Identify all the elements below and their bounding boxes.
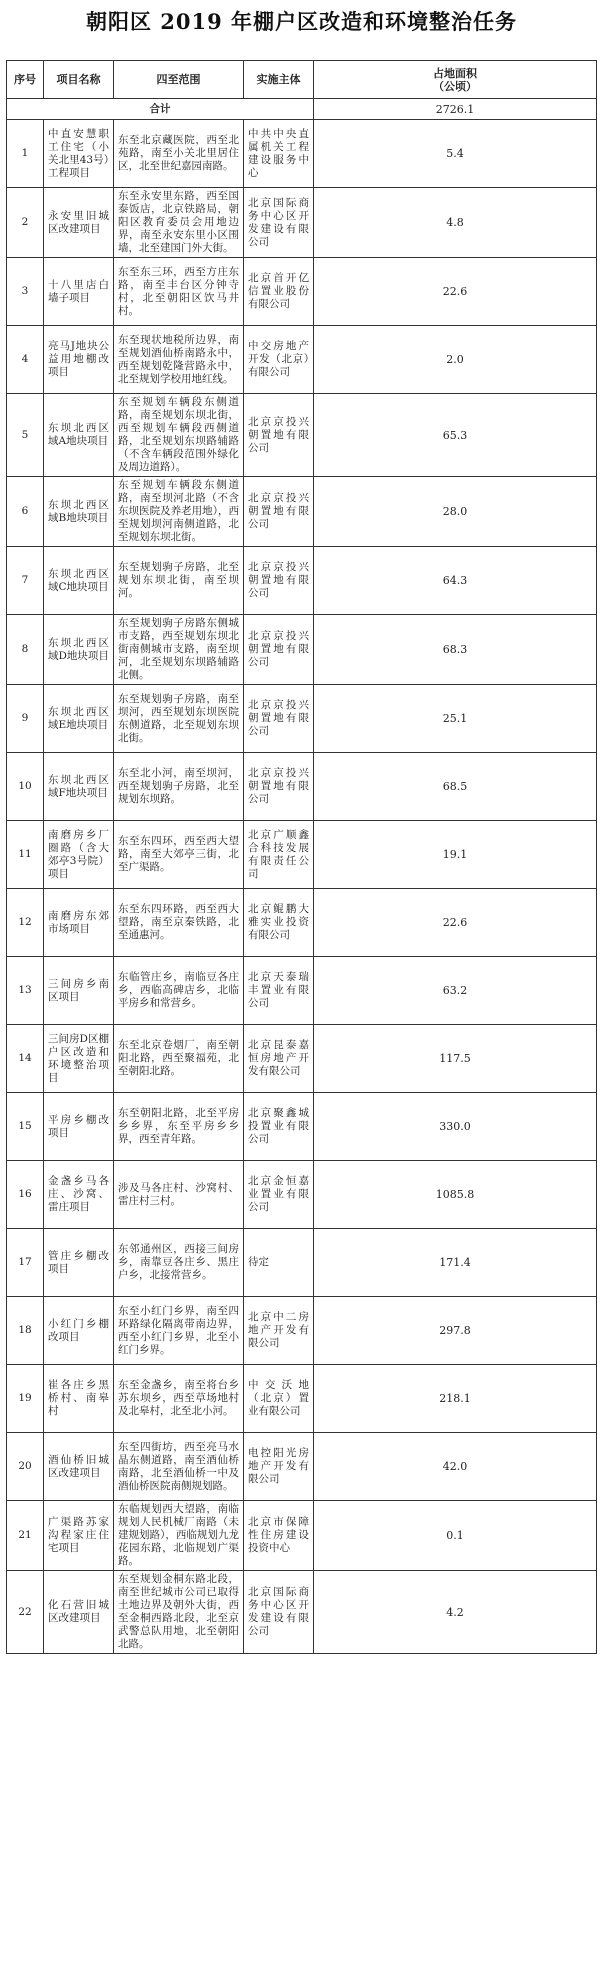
row-range: 东临规划西大望路，南临规划人民机械厂南路（未建规划路），西临规划九龙花园东路，北临规划广渠路。 [114,1501,244,1571]
row-project-name: 南磨房东郊市场项目 [44,889,114,957]
row-owner: 北京中二房地产开发有限公司 [244,1297,314,1365]
row-range: 东邻通州区，西接三间房乡，南靠豆各庄乡、黑庄户乡，北接常营乡。 [114,1229,244,1297]
header-area: 占地面积 （公顷） [314,61,597,99]
row-range: 东至规划驹子房路，南至坝河，西至规划东坝医院东侧道路，北至规划东坝北街。 [114,685,244,753]
row-index: 18 [7,1297,44,1365]
row-owner: 北京金恒嘉业置业有限公司 [244,1161,314,1229]
row-index: 9 [7,685,44,753]
row-range: 东至规划车辆段东侧道路，南至坝河北路（不含东坝医院及养老用地），西至规划坝河南侧道路，北至规划东坝北街。 [114,477,244,547]
task-table [6,60,597,1654]
row-index: 4 [7,326,44,394]
row-project-name: 亮马J地块公益用地棚改项目 [44,326,114,394]
row-range: 东至小红门乡界，南至四环路绿化隔离带南边界，西至小红门乡界，北至小红门乡界。 [114,1297,244,1365]
row-owner: 北京国际商务中心区开发建设有限公司 [244,188,314,258]
table-row [7,120,597,188]
row-area: 4.2 [314,1571,597,1654]
row-project-name: 东坝北西区域A地块项目 [44,394,114,477]
row-owner: 北京京投兴朝置地有限公司 [244,547,314,615]
row-project-name: 东坝北西区域B地块项目 [44,477,114,547]
row-owner: 北京聚鑫城投置业有限公司 [244,1093,314,1161]
row-range: 东至东四环路，西至西大望路，南至京秦铁路，北至通惠河。 [114,889,244,957]
row-project-name: 三间房乡南区项目 [44,957,114,1025]
table-row [7,1365,597,1433]
table-row [7,1501,597,1571]
row-index: 20 [7,1433,44,1501]
row-project-name: 化石营旧城区改建项目 [44,1571,114,1654]
row-owner: 北京国际商务中心区开发建设有限公司 [244,1571,314,1654]
row-range: 东至北小河，南至坝河，西至规划驹子房路，北至规划东坝路。 [114,753,244,821]
table-row [7,685,597,753]
row-area: 63.2 [314,957,597,1025]
table-row [7,1433,597,1501]
row-area: 68.5 [314,753,597,821]
row-index: 5 [7,394,44,477]
row-project-name: 永安里旧城区改建项目 [44,188,114,258]
row-range: 东至东四环，西至西大望路，南至大郊亭三街，北至广渠路。 [114,821,244,889]
page-title: 朝阳区 2019 年棚户区改造和环境整治任务 [85,9,518,34]
row-area: 5.4 [314,120,597,188]
table-row [7,188,597,258]
table-row [7,1025,597,1093]
row-index: 11 [7,821,44,889]
row-index: 1 [7,120,44,188]
row-index: 8 [7,615,44,685]
row-area: 1085.8 [314,1161,597,1229]
row-project-name: 金盏乡马各庄、沙窝、雷庄项目 [44,1161,114,1229]
header-owner: 实施主体 [244,61,314,99]
row-range: 东至规划金桐东路北段，南至世纪城市公司已取得土地边界及朝外大街，西至金桐西路北段，北至京武警总队用地，北至朝阳北路。 [114,1571,244,1654]
row-range: 东至北京藏医院，西至北苑路，南至小关北里居住区，北至世纪嘉园南路。 [114,120,244,188]
table-row [7,1161,597,1229]
row-area: 330.0 [314,1093,597,1161]
row-area: 0.1 [314,1501,597,1571]
table-row [7,1571,597,1654]
row-range: 东至朝阳北路，北至平房乡乡界，东至平房乡乡界，西至青年路。 [114,1093,244,1161]
table-row [7,821,597,889]
row-owner: 北京鲲鹏大雅实业投资有限公司 [244,889,314,957]
row-range: 涉及马各庄村、沙窝村、雷庄村三村。 [114,1161,244,1229]
row-owner: 中交房地产开发（北京）有限公司 [244,326,314,394]
row-index: 10 [7,753,44,821]
row-area: 4.8 [314,188,597,258]
row-range: 东至永安里东路，西至国泰饭店，北京铁路局，朝阳区教育委员会用地边界，南至永安东里小区围墙，北至建国门外大街。 [114,188,244,258]
row-index: 19 [7,1365,44,1433]
row-index: 12 [7,889,44,957]
row-index: 7 [7,547,44,615]
row-owner: 北京京投兴朝置地有限公司 [244,685,314,753]
row-project-name: 平房乡棚改项目 [44,1093,114,1161]
row-project-name: 管庄乡棚改项目 [44,1229,114,1297]
table-header-row [7,61,597,99]
row-project-name: 东坝北西区域C地块项目 [44,547,114,615]
row-area: 28.0 [314,477,597,547]
table-row [7,1229,597,1297]
row-owner: 北京京投兴朝置地有限公司 [244,615,314,685]
row-index: 15 [7,1093,44,1161]
total-label: 合计 [7,99,314,120]
row-range: 东至北京卷烟厂，南至朝阳北路，西至聚福苑，北至朝阳北路。 [114,1025,244,1093]
row-index: 6 [7,477,44,547]
row-area: 68.3 [314,615,597,685]
row-range: 东至东三环，西至方庄东路，南至丰台区分钟寺村，北至朝阳区饮马井村。 [114,258,244,326]
row-owner: 中交沃地（北京）置业有限公司 [244,1365,314,1433]
row-index: 3 [7,258,44,326]
row-project-name: 崔各庄乡黑桥村、南皋村 [44,1365,114,1433]
header-name: 项目名称 [44,61,114,99]
row-project-name: 东坝北西区域D地块项目 [44,615,114,685]
table-row [7,1297,597,1365]
table-row [7,889,597,957]
row-range: 东至规划驹子房路东侧城市支路，西至规划东坝北街南侧城市支路，南至坝河，北至规划东坝路辅路北侧。 [114,615,244,685]
row-project-name: 东坝北西区域E地块项目 [44,685,114,753]
row-index: 22 [7,1571,44,1654]
row-project-name: 南磨房乡厂圈路（含大郊亭3号院）项目 [44,821,114,889]
row-area: 297.8 [314,1297,597,1365]
table-row [7,957,597,1025]
total-area: 2726.1 [314,99,597,120]
row-owner: 北京天泰瑞丰置业有限公司 [244,957,314,1025]
row-owner: 北京市保障性住房建设投资中心 [244,1501,314,1571]
row-owner: 北京首开亿信置业股份有限公司 [244,258,314,326]
table-row [7,753,597,821]
row-owner: 北京京投兴朝置地有限公司 [244,477,314,547]
row-area: 2.0 [314,326,597,394]
row-owner: 北京昆泰嘉恒房地产开发有限公司 [244,1025,314,1093]
row-range: 东至四街坊，西至亮马水晶东侧道路，南至酒仙桥南路，北至酒仙桥一中及酒仙桥医院南侧规划路。 [114,1433,244,1501]
row-index: 17 [7,1229,44,1297]
table-row [7,394,597,477]
row-index: 2 [7,188,44,258]
row-project-name: 小红门乡棚改项目 [44,1297,114,1365]
row-area: 65.3 [314,394,597,477]
row-project-name: 三间房D区棚户区改造和环境整治项目 [44,1025,114,1093]
row-owner: 电控阳光房地产开发有限公司 [244,1433,314,1501]
row-index: 16 [7,1161,44,1229]
row-owner: 待定 [244,1229,314,1297]
row-range: 东至金盏乡，南至将台乡苏东坝乡，西至草场地村及北皋村，北至北小河。 [114,1365,244,1433]
row-area: 218.1 [314,1365,597,1433]
table-row [7,615,597,685]
table-row [7,258,597,326]
row-project-name: 东坝北西区域F地块项目 [44,753,114,821]
row-range: 东至现状地税所边界，南至规划酒仙桥南路永中，西至规划乾隆营路永中，北至规划学校用地红线。 [114,326,244,394]
row-area: 25.1 [314,685,597,753]
total-row [7,99,597,120]
table-row [7,547,597,615]
table-row [7,326,597,394]
row-project-name: 酒仙桥旧城区改建项目 [44,1433,114,1501]
row-area: 22.6 [314,889,597,957]
header-range: 四至范围 [114,61,244,99]
row-project-name: 中直安慧职工住宅（小关北里43号）工程项目 [44,120,114,188]
row-owner: 北京广顺鑫合科技发展有限责任公司 [244,821,314,889]
table-row [7,1093,597,1161]
row-area: 19.1 [314,821,597,889]
row-area: 42.0 [314,1433,597,1501]
row-owner: 北京京投兴朝置地有限公司 [244,394,314,477]
row-index: 21 [7,1501,44,1571]
row-owner: 中共中央直属机关工程建设服务中心 [244,120,314,188]
row-range: 东临管庄乡，南临豆各庄乡，西临高碑店乡，北临平房乡和常营乡。 [114,957,244,1025]
row-area: 117.5 [314,1025,597,1093]
row-project-name: 广渠路苏家沟程家庄住宅项目 [44,1501,114,1571]
row-index: 14 [7,1025,44,1093]
table-row [7,477,597,547]
header-index: 序号 [7,61,44,99]
row-area: 171.4 [314,1229,597,1297]
row-owner: 北京京投兴朝置地有限公司 [244,753,314,821]
row-index: 13 [7,957,44,1025]
row-area: 64.3 [314,547,597,615]
row-project-name: 十八里店白墙子项目 [44,258,114,326]
row-area: 22.6 [314,258,597,326]
row-range: 东至规划驹子房路，北至规划东坝北街，南至坝河。 [114,547,244,615]
row-range: 东至规划车辆段东侧道路，南至规划东坝北街，西至规划车辆段西侧道路，北至规划东坝路辅路（不含车辆段范围外绿化及周边道路）。 [114,394,244,477]
